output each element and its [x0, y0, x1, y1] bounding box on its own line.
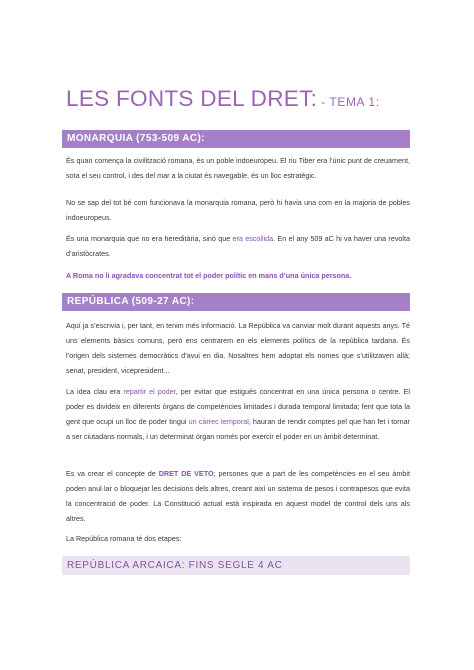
republica-p2-text-b: , per evitar que estigués concentrat en una única persona o centre. El poder es divideix en diferents òrgans de competències limitades i durada temporal limitada; fent que tota la gent que ocupi un lloc de poder tingui	[66, 387, 410, 426]
republica-p2-text-a: La idea clau era	[66, 387, 124, 396]
title-sub: - TEMA 1:	[317, 95, 380, 109]
highlight-dret-de-veto: DRET DE VETO	[158, 469, 214, 478]
monarquia-paragraph-1: És quan comença la civilització romana, és un poble indoeuropeu. El riu Tiber era l’únic punt de creuament, sota el seu control, i des del mar a la ciutat és navegable, és un lloc estratègic.	[66, 156, 410, 180]
monarquia-p3-text-a: És una monarquia que no era hereditària, sinó que	[66, 234, 233, 243]
republica-paragraph-3	[66, 466, 410, 526]
monarquia-paragraph-2: No se sap del tot bé com funcionava la monarquia romana, però hi havia una com en la majoria de pobles indoeuropeus.	[66, 198, 410, 222]
republica-p3-text-a: Es va crear el concepte de	[66, 469, 159, 478]
republica-paragraph-4: La República romana té dos etapes:	[66, 534, 182, 543]
monarquia-highlight-note: A Roma no li agradava concentrat tot el poder polític en mans d’una única persona.	[66, 271, 352, 280]
republica-paragraph-1: Aquí ja s’escrivia i, per tant, en tenim més informació. La República va canviar molt durant aquests anys. Té uns elements bàsics comuns, però ens centrarem en els elements polítics de la república tardana. És l’origen dels sistemes democràtics d’avui en dia. Nosaltres hem adoptat els nomes que s’utilitzaven allà; senat, president, vicepresident...	[66, 321, 410, 375]
monarquia-paragraph-3	[66, 231, 410, 261]
republica-p2-text-c: , hauran de rendir comptes pel que han fet i tornar a ser ciutadans normals, i un determinat òrgan només por exercir el poder en un àmbit determinat.	[66, 417, 410, 441]
title-main: LES FONTS DEL DRET:	[66, 86, 318, 111]
highlight-era-escollida: era escollida	[232, 234, 274, 243]
section-heading-monarquia: MONARQUIA (753-509 AC):	[62, 130, 410, 148]
section-heading-republica: REPÚBLICA (509-27 AC):	[62, 293, 410, 311]
monarquia-p3-text-b: . En el any 509 aC hi va haver una revolta d’aristòcrates.	[66, 234, 410, 258]
section-heading-republica-arcaica: REPÚBLICA ARCAICA: FINS SEGLE 4 AC	[62, 556, 410, 575]
republica-paragraph-2	[66, 384, 410, 444]
highlight-repartir-poder: repartir el poder	[123, 387, 176, 396]
highlight-carrec-temporal: un càrrec temporal	[188, 417, 249, 426]
document-title	[66, 86, 380, 112]
republica-p3-text-b: ; persones que a part de les competències en el seu àmbit poden anul·lar o bloquejar les decisions dels altres, creant així un sistema de pesos i contrapesos que evita la concentració de poder. La Constitució actual està inspirada en aquest model de control dels uns als altres.	[66, 469, 411, 523]
